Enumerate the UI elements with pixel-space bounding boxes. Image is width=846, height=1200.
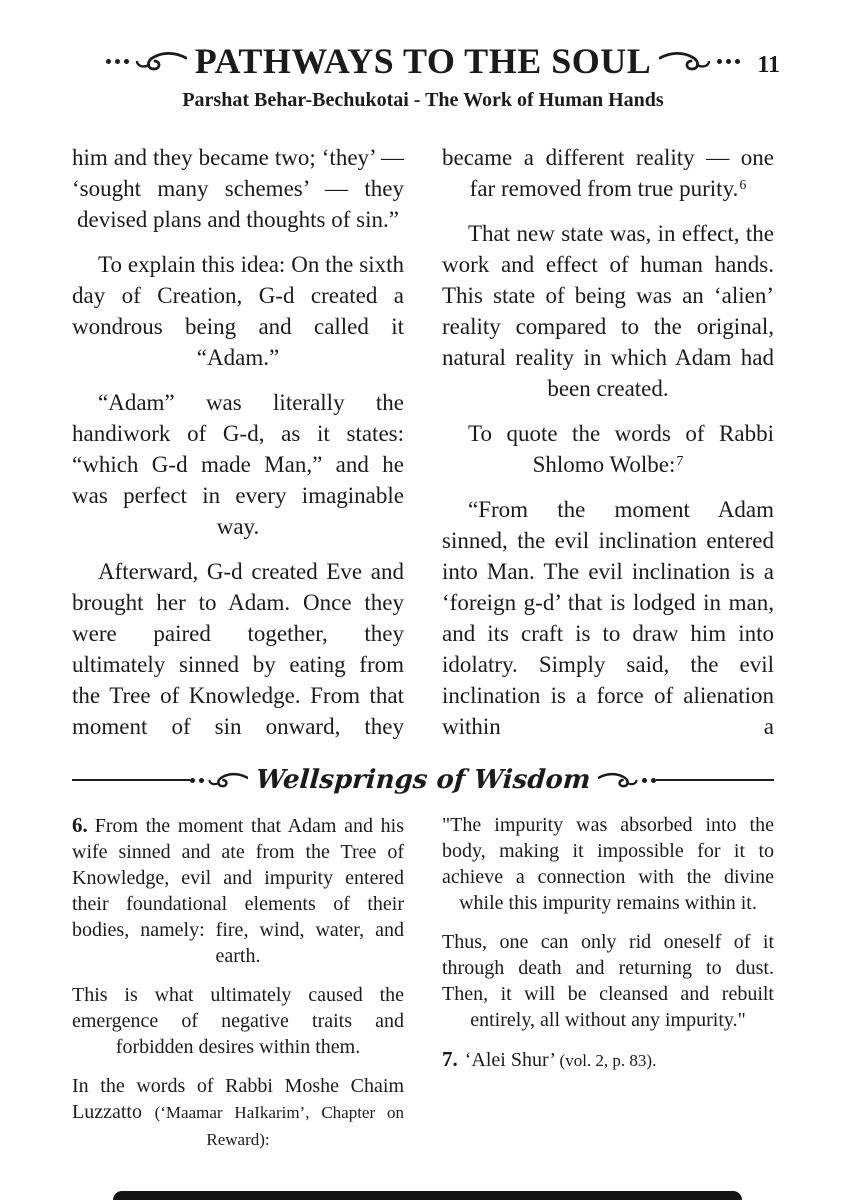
scroll-curl-icon bbox=[135, 49, 187, 73]
divider-flourish-left-icon bbox=[190, 770, 248, 790]
body-paragraph: Afterward, G-d created Eve and brought her to Adam. Once they were paired together, they ultimately sinned by eating from the Tree of Knowledge. From that moment of sin onward, they bbox=[72, 559, 404, 739]
footnote-paragraph bbox=[72, 1073, 404, 1153]
body-right-column bbox=[442, 142, 774, 756]
scroll-curl-icon bbox=[659, 49, 711, 73]
body-columns bbox=[72, 142, 774, 756]
footnotes-right-column bbox=[442, 812, 774, 1166]
ornament-dots-icon bbox=[717, 59, 740, 64]
page-header bbox=[72, 40, 780, 112]
scroll-curl-icon bbox=[208, 770, 248, 790]
footnote-citation: (vol. 2, p. 83). bbox=[559, 1051, 657, 1070]
body-paragraph bbox=[442, 142, 774, 204]
divider-line bbox=[72, 779, 190, 781]
footnote-paragraph: This is what ultimately caused the emergence of negative traits and forbidden desires within them. bbox=[72, 984, 404, 1058]
body-paragraph: “Adam” was literally the handiwork of G-d, as it states: “which G-d made Man,” and he was perfect in every imaginable way. bbox=[72, 390, 404, 539]
body-left-column bbox=[72, 142, 404, 756]
body-paragraph bbox=[442, 418, 774, 480]
footnote-paragraph bbox=[442, 1046, 774, 1074]
footnote-citation: (‘Maamar HaIkarim’, Chapter on Reward): bbox=[154, 1103, 405, 1149]
footnote-ref-7: 7 bbox=[676, 454, 684, 469]
page-number: 11 bbox=[757, 52, 780, 78]
footnotes-section bbox=[72, 812, 774, 1166]
footnotes-divider bbox=[72, 762, 774, 798]
footnote-ref-6: 6 bbox=[739, 178, 747, 193]
title-row bbox=[72, 40, 774, 82]
flourish-right-icon bbox=[659, 49, 740, 73]
page-bottom-banner bbox=[113, 1191, 742, 1200]
footnote-text: From the moment that Adam and his wife sinned and ate from the Tree of Knowledge, evil and impurity entered their foundational elements of their bodies, namely: fire, wind, water, and earth. bbox=[72, 815, 404, 967]
body-paragraph: “From the moment Adam sinned, the evil inclination entered into Man. The evil inclination is a ‘foreign g-d’ that is lodged in man, and its craft is to draw him into idolatry. Simply said, the evil inclination is a force of alienation within a bbox=[442, 497, 774, 739]
paragraph-text: To quote the words of Rabbi Shlomo Wolbe: bbox=[468, 421, 774, 477]
ornament-dots-icon bbox=[190, 778, 204, 783]
page-title: PATHWAYS TO THE SOUL bbox=[194, 41, 652, 81]
footnote-paragraph: Thus, one can only rid oneself of it through death and returning to dust. Then, it will be cleansed and rebuilt entirely, all without any impurity." bbox=[442, 931, 774, 1031]
footnote-number: 7. bbox=[442, 1047, 458, 1071]
paragraph-text: became a different reality — one far removed from true purity. bbox=[442, 145, 774, 201]
footnote-paragraph: "The impurity was absorbed into the body, making it impossible for it to achieve a connection with the divine while this impurity remains within it. bbox=[442, 814, 774, 914]
divider-line bbox=[656, 779, 774, 781]
flourish-left-icon bbox=[106, 49, 187, 73]
body-paragraph: That new state was, in effect, the work and effect of human hands. This state of being was an ‘alien’ reality compared to the original, natural reality in which Adam had been created. bbox=[442, 221, 774, 401]
scroll-curl-icon bbox=[598, 770, 638, 790]
body-paragraph: him and they became two; ‘they’ — ‘sought many schemes’ — they devised plans and thoughts of sin.” bbox=[72, 145, 404, 232]
ornament-dots-icon bbox=[642, 778, 656, 783]
divider-flourish-right-icon bbox=[598, 770, 656, 790]
footnotes-left-column bbox=[72, 812, 404, 1166]
ornament-dots-icon bbox=[106, 59, 129, 64]
footnote-text: ‘Alei Shur’ bbox=[464, 1049, 555, 1071]
divider-title: Wellsprings of Wisdom bbox=[254, 765, 592, 795]
footnote-paragraph bbox=[72, 812, 404, 969]
body-paragraph: To explain this idea: On the sixth day of Creation, G-d created a wondrous being and called it “Adam.” bbox=[72, 252, 404, 370]
footnote-number: 6. bbox=[72, 813, 88, 837]
page-subtitle: Parshat Behar-Bechukotai - The Work of Human Hands bbox=[182, 89, 664, 111]
footnote-text: In the words of Rabbi Moshe Chaim Luzzatto bbox=[72, 1075, 404, 1123]
